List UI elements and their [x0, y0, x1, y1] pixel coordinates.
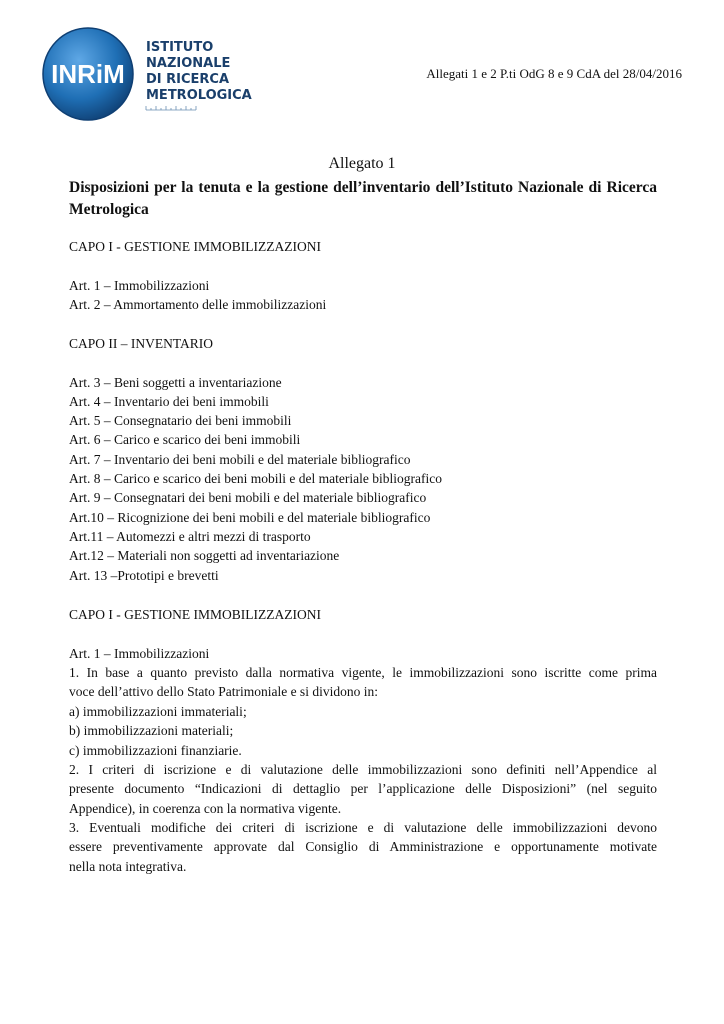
list-item: c) immobilizzazioni finanziarie. [69, 743, 242, 758]
logo-name-line-3: DI RICERCA [146, 72, 230, 87]
toc-item: Art. 3 – Beni soggetti a inventariazione [69, 375, 282, 390]
toc-capo-2: CAPO II – INVENTARIO [69, 336, 214, 351]
inrim-logo [40, 26, 252, 126]
logo-mark: INRiM [51, 59, 125, 89]
paragraph-line: Appendice), in coerenza con la normativa vigente. [69, 801, 342, 816]
paragraph-line: nella nota integrativa. [69, 859, 187, 874]
paragraph-line: 2. I criteri di iscrizione e di valutazione delle immobilizzazioni sono definiti nell’Appendice al [69, 762, 657, 777]
toc-item: Art. 9 – Consegnatari dei beni mobili e del materiale bibliografico [69, 490, 427, 505]
toc-item: Art. 2 – Ammortamento delle immobilizzazioni [69, 297, 327, 312]
logo-name-line-2: NAZIONALE [146, 56, 231, 71]
paragraph-line: 3. Eventuali modifiche dei criteri di iscrizione e di valutazione delle immobilizzazioni devono [69, 820, 657, 835]
paragraph-line: voce dell’attivo dello Stato Patrimoniale e si dividono in: [69, 684, 378, 699]
section-heading: CAPO I - GESTIONE IMMOBILIZZAZIONI [69, 607, 321, 622]
toc-item: Art. 5 – Consegnatario dei beni immobili [69, 413, 292, 428]
toc-capo-1: CAPO I - GESTIONE IMMOBILIZZAZIONI [69, 239, 321, 254]
document-reference: Allegati 1 e 2 P.ti OdG 8 e 9 CdA del 28/04/2016 [426, 66, 682, 81]
logo-name-line-1: ISTITUTO [146, 40, 214, 55]
paragraph-line: presente documento “Indicazioni di dettaglio per l’applicazione delle Disposizioni” (nel seguito [69, 781, 657, 796]
list-item: b) immobilizzazioni materiali; [69, 723, 234, 738]
document-subtitle: Disposizioni per la tenuta e la gestione dell’inventario dell’Istituto Nazionale di Ricerca Metrologica [69, 179, 657, 218]
toc-item: Art.11 – Automezzi e altri mezzi di trasporto [69, 529, 311, 544]
paragraph-line: 1. In base a quanto previsto dalla normativa vigente, le immobilizzazioni sono iscritte come prima [69, 665, 657, 680]
paragraph-line: essere preventivamente approvate dal Consiglio di Amministrazione e opportunamente motivate [69, 839, 657, 854]
toc-item: Art. 1 – Immobilizzazioni [69, 278, 210, 293]
toc-item: Art. 13 –Prototipi e brevetti [69, 568, 219, 583]
toc-item: Art. 4 – Inventario dei beni immobili [69, 394, 269, 409]
logo-ruler-icon [146, 106, 196, 110]
document-title: Allegato 1 [328, 155, 396, 172]
article-heading: Art. 1 – Immobilizzazioni [69, 646, 210, 661]
toc-item: Art. 6 – Carico e scarico dei beni immobili [69, 432, 301, 447]
toc-item: Art. 8 – Carico e scarico dei beni mobili e del materiale bibliografico [69, 471, 442, 486]
toc-item: Art. 7 – Inventario dei beni mobili e del materiale bibliografico [69, 452, 411, 467]
toc-item: Art.12 – Materiali non soggetti ad inventariazione [69, 548, 340, 563]
toc-item: Art.10 – Ricognizione dei beni mobili e del materiale bibliografico [69, 510, 431, 525]
list-item: a) immobilizzazioni immateriali; [69, 704, 247, 719]
logo-name-line-4: METROLOGICA [146, 88, 252, 103]
